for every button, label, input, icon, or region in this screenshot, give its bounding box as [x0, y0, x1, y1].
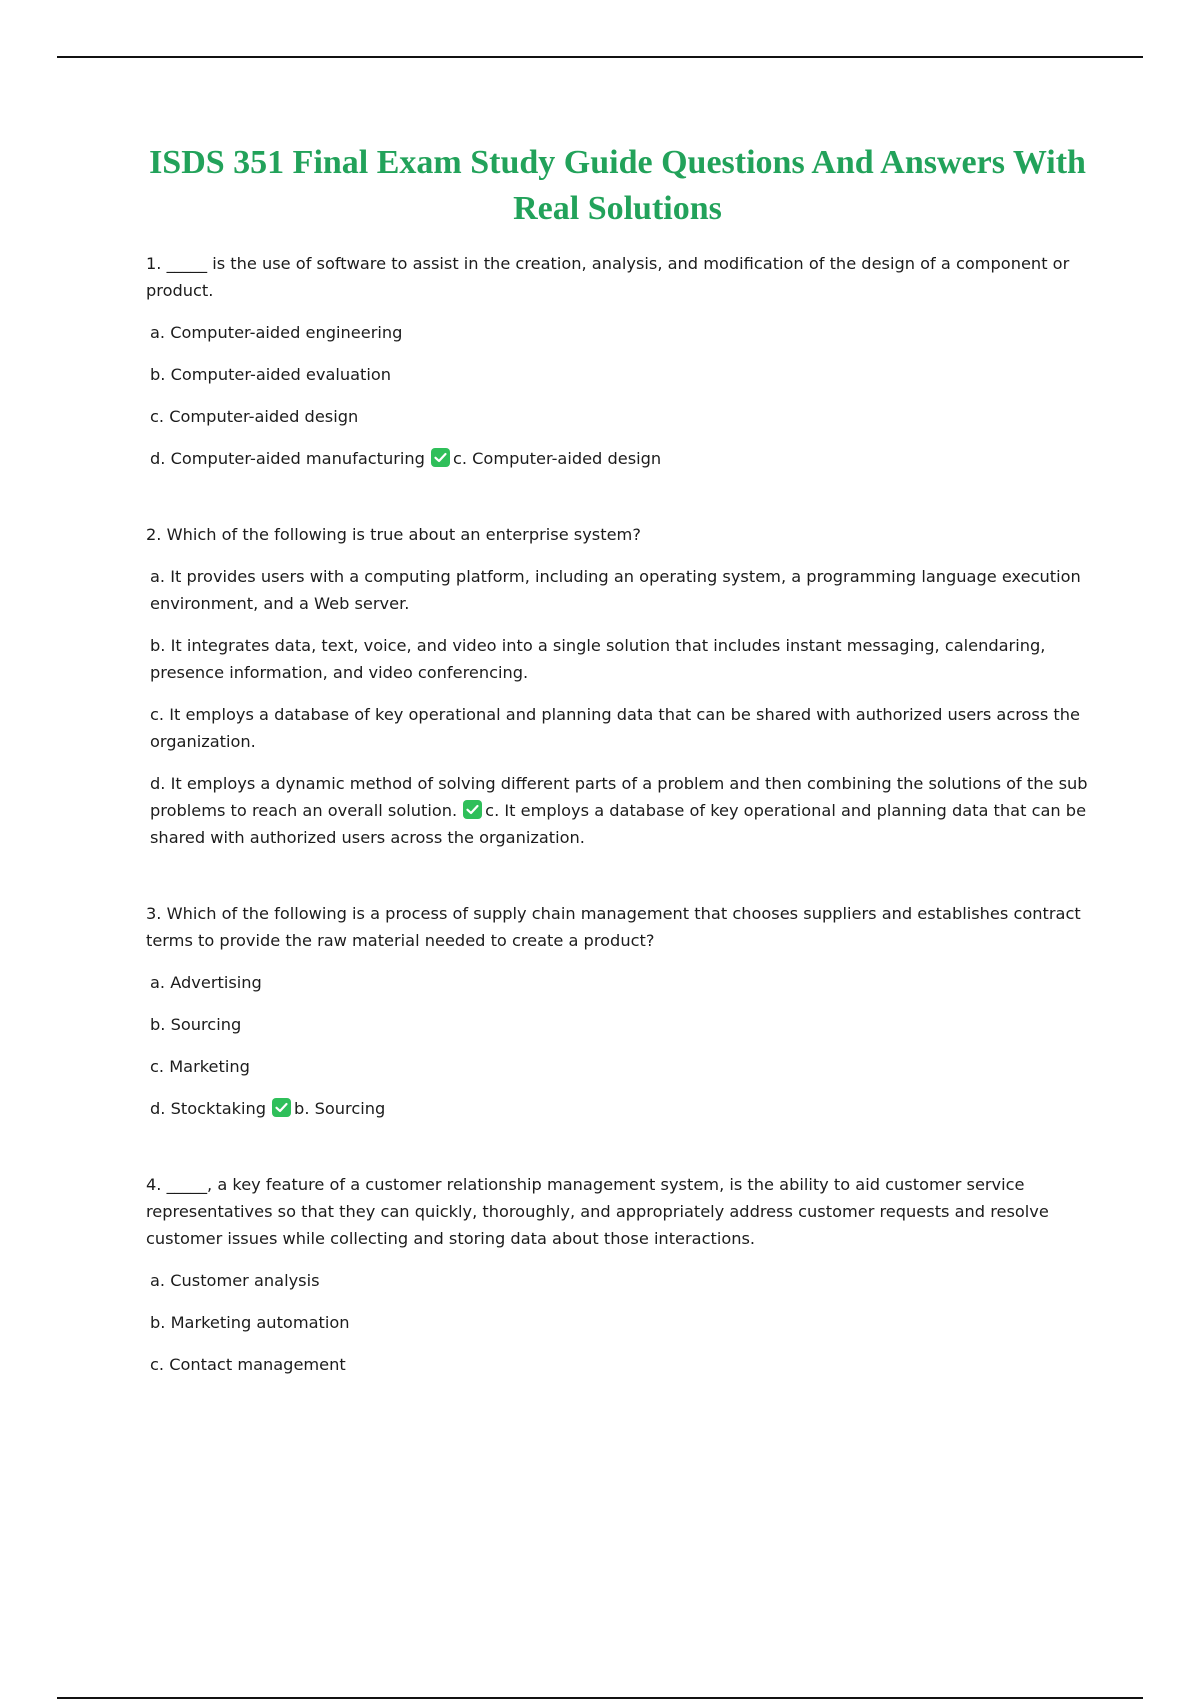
option-c: c. Marketing [150, 1057, 250, 1076]
option-b: b. Sourcing [150, 1015, 242, 1034]
question-text: 2. Which of the following is true about an enterprise system? [146, 525, 641, 544]
question-list [146, 250, 1091, 1378]
question-text: 4. _____, a key feature of a customer relationship management system, is the ability to aid customer service representatives so that they can quickly, thoroughly, and appropriately address customer requests and resolve customer issues while collecting and storing data about those interactions. [146, 1175, 1049, 1248]
option-c: c. Contact management [150, 1355, 346, 1374]
option-b: b. Computer-aided evaluation [150, 365, 392, 384]
option-a: a. Customer analysis [150, 1271, 320, 1290]
bottom-rule [57, 1697, 1143, 1699]
option-c: c. Computer-aided design [150, 407, 359, 426]
answer-text: c. It employs a database of key operational and planning data that can be shared with authorized users across the organization. [150, 801, 1087, 847]
answer-text: c. Computer-aided design [452, 449, 662, 468]
check-box-icon [431, 448, 450, 467]
option-d-with-answer [150, 1095, 1091, 1122]
option-d-with-answer [150, 770, 1091, 851]
question-text: 3. Which of the following is a process of supply chain management that chooses suppliers and establishes contract terms to provide the raw material needed to create a product? [146, 904, 1081, 950]
option-b: b. It integrates data, text, voice, and video into a single solution that includes instant messaging, calendaring, presence information, and video conferencing. [150, 636, 1046, 682]
question-4 [146, 1171, 1091, 1378]
option-a: a. It provides users with a computing platform, including an operating system, a programming language execution environment, and a Web server. [150, 567, 1081, 613]
option-d: d. Stocktaking [150, 1099, 267, 1118]
option-d-with-answer [150, 445, 1091, 472]
question-3 [146, 900, 1091, 1122]
question-text: 1. _____ is the use of software to assist in the creation, analysis, and modification of the design of a component or product. [146, 254, 1070, 300]
option-a: a. Computer-aided engineering [150, 323, 403, 342]
check-box-icon [463, 800, 482, 819]
check-box-icon [272, 1098, 291, 1117]
option-a: a. Advertising [150, 973, 262, 992]
page-title: ISDS 351 Final Exam Study Guide Questions And Answers With Real Solutions [149, 144, 1086, 227]
question-1 [146, 250, 1091, 472]
answer-text: b. Sourcing [294, 1099, 386, 1118]
option-c: c. It employs a database of key operational and planning data that can be shared with authorized users across the organization. [150, 705, 1080, 751]
option-d: d. It employs a dynamic method of solving different parts of a problem and then combining the solutions of the sub problems to reach an overall solution. [150, 774, 1088, 820]
question-2 [146, 521, 1091, 851]
option-d: d. Computer-aided manufacturing [150, 449, 425, 468]
option-b: b. Marketing automation [150, 1313, 350, 1332]
top-rule [57, 56, 1143, 58]
